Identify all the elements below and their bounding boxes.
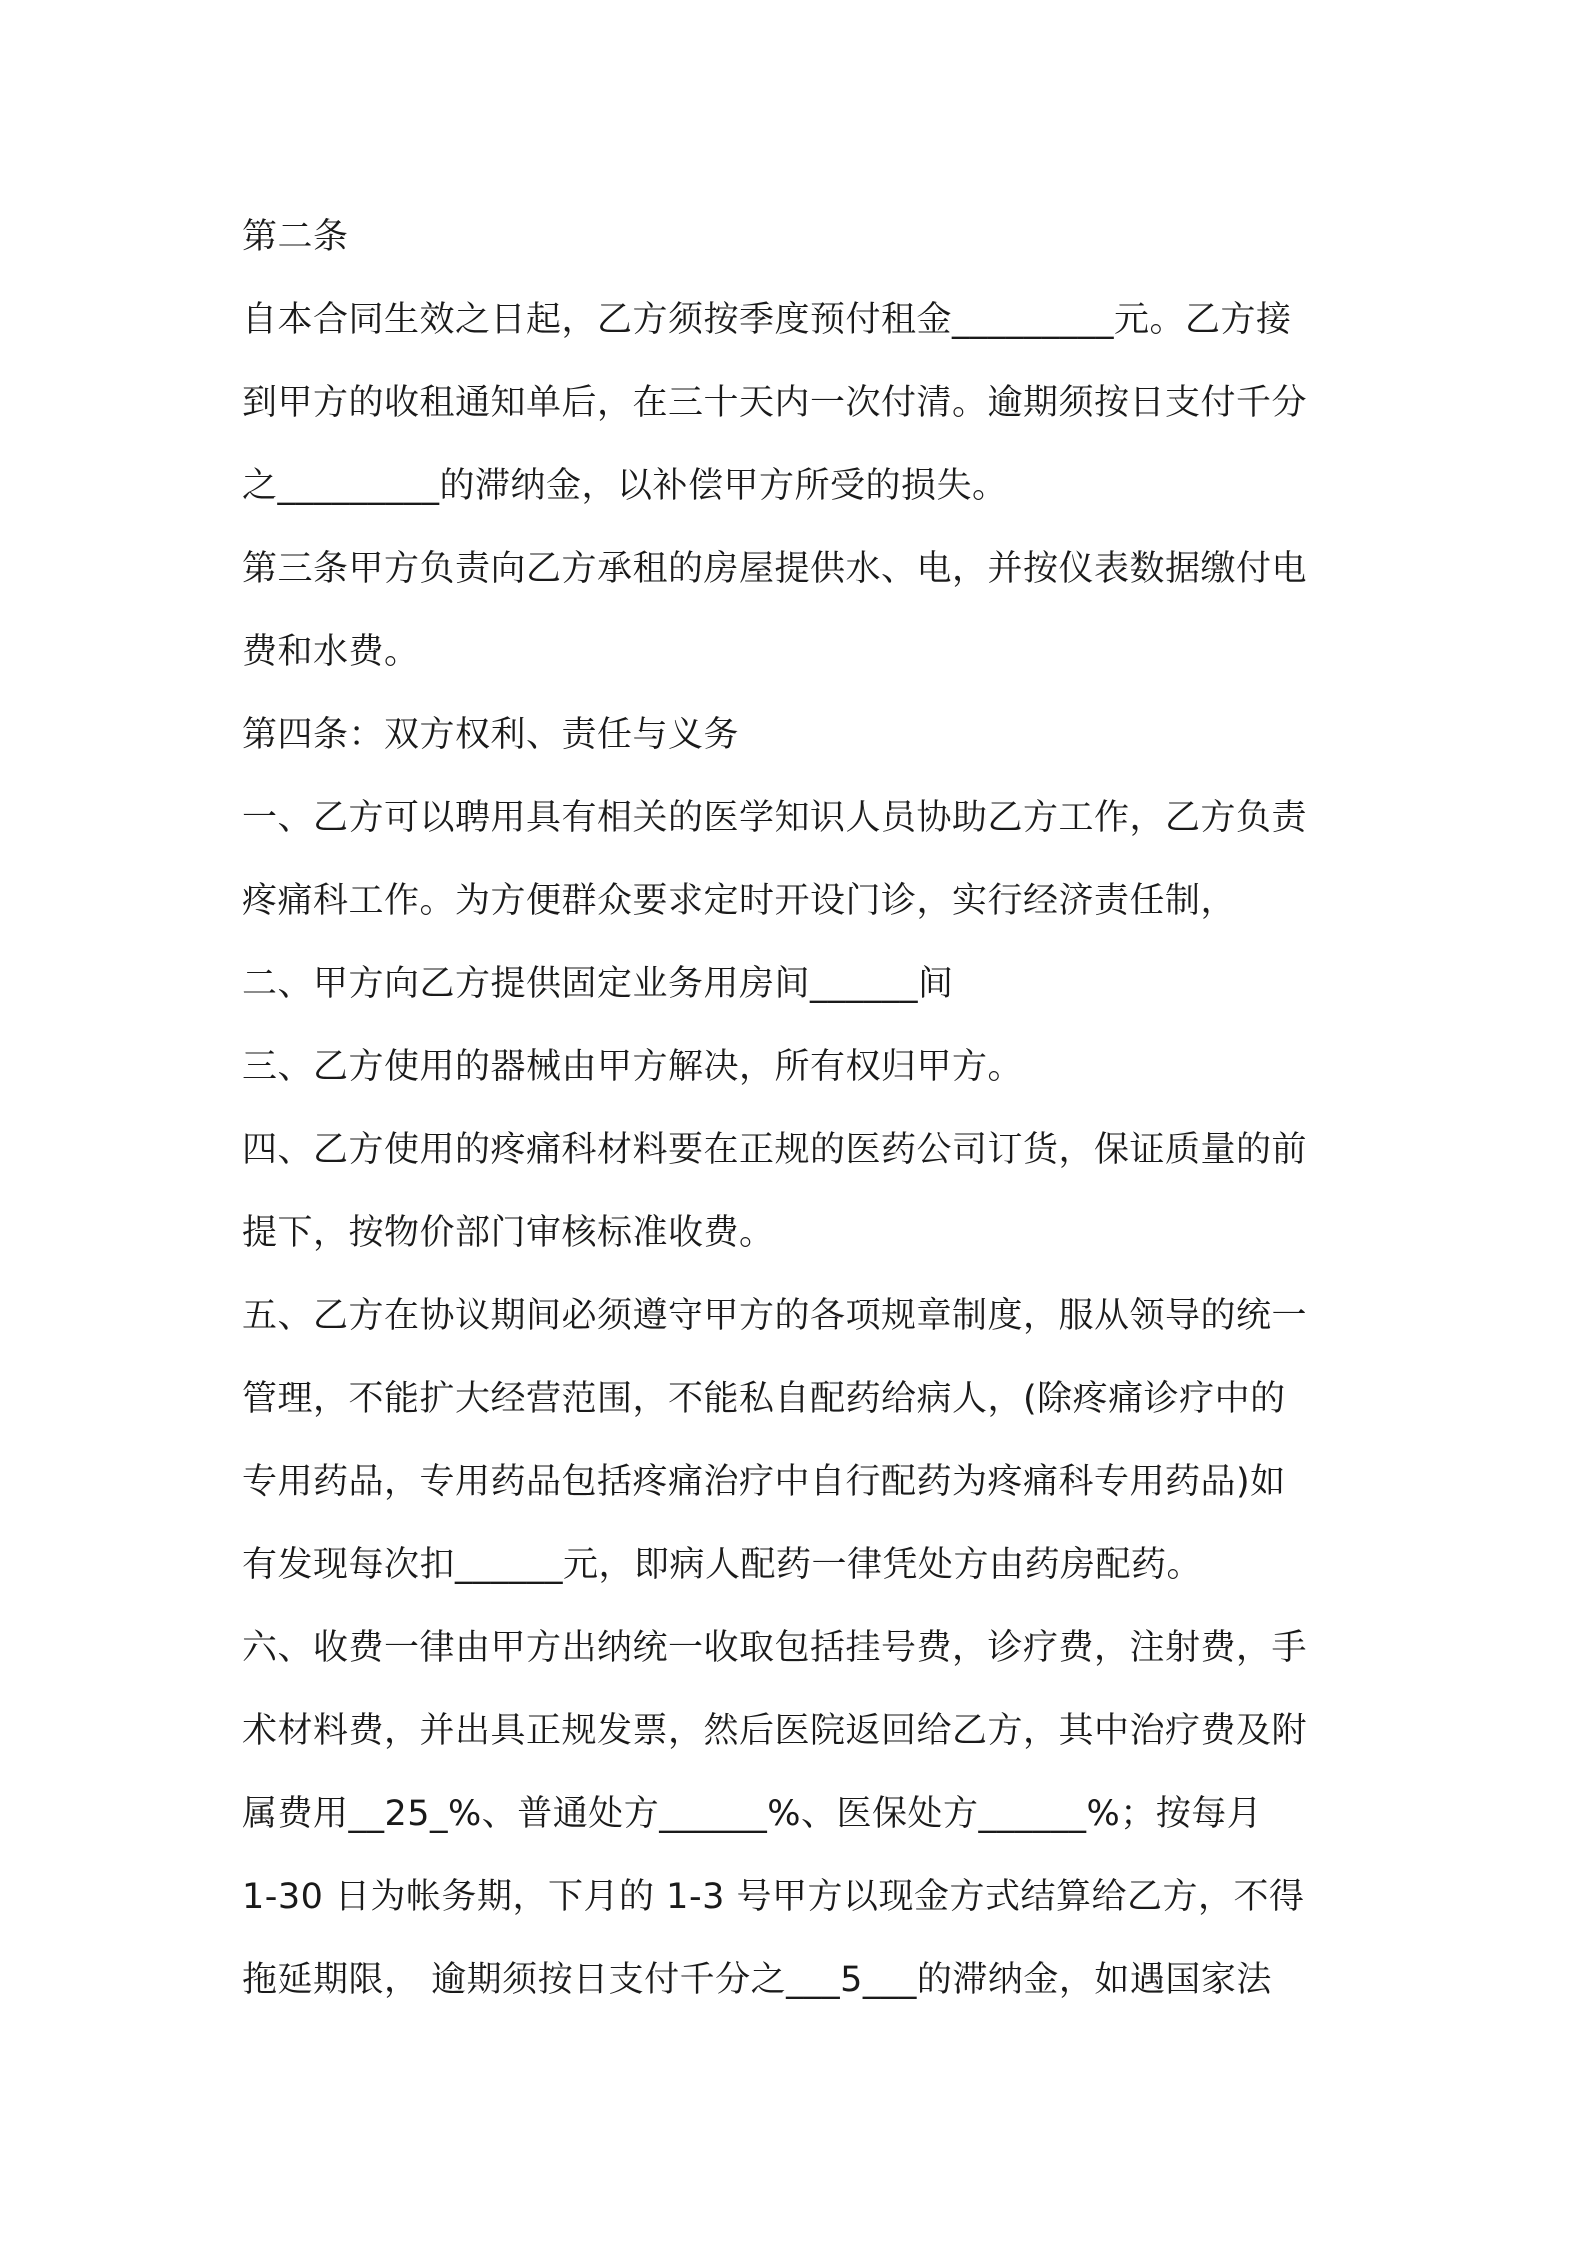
article-4-heading (242, 694, 1362, 777)
clause-5 (242, 1275, 1362, 1607)
text-line: 拖延期限， 逾期须按日支付千分之___5___的滞纳金，如遇国家法 (242, 1960, 1272, 2000)
article-3 (242, 528, 1362, 694)
text-line: 术材料费，并出具正规发票，然后医院返回给乙方，其中治疗费及附 (242, 1711, 1308, 1751)
text-line: 有发现每次扣______元，即病人配药一律凭处方由药房配药。 (242, 1545, 1203, 1585)
text-line: 管理，不能扩大经营范围，不能私自配药给病人，(除疼痛诊疗中的 (242, 1379, 1286, 1419)
text-line: 五、乙方在协议期间必须遵守甲方的各项规章制度，服从领导的统一 (242, 1296, 1308, 1336)
article-2-heading (242, 196, 1362, 279)
text-line: 一、乙方可以聘用具有相关的医学知识人员协助乙方工作，乙方负责 (242, 798, 1308, 838)
clause-4 (242, 1109, 1362, 1275)
text-line: 提下，按物价部门审核标准收费。 (242, 1213, 775, 1253)
text-line: 疼痛科工作。为方便群众要求定时开设门诊，实行经济责任制， (242, 881, 1237, 921)
text-line: 第四条：双方权利、责任与义务 (242, 715, 740, 755)
text-line: 六、收费一律由甲方出纳统一收取包括挂号费，诊疗费，注射费，手 (242, 1628, 1308, 1668)
text-line: 自本合同生效之日起，乙方须按季度预付租金_________元。乙方接 (242, 300, 1292, 340)
text-line: 到甲方的收租通知单后，在三十天内一次付清。逾期须按日支付千分 (242, 383, 1308, 423)
text-line: 四、乙方使用的疼痛科材料要在正规的医药公司订货，保证质量的前 (242, 1130, 1308, 1170)
text-line: 专用药品，专用药品包括疼痛治疗中自行配药为疼痛科专用药品)如 (242, 1462, 1286, 1502)
article-2-body (242, 279, 1362, 528)
text-line: 第三条甲方负责向乙方承租的房屋提供水、电，并按仪表数据缴付电 (242, 549, 1308, 589)
text-line: 第二条 (242, 217, 349, 257)
text-line: 1-30 日为帐务期，下月的 1-3 号甲方以现金方式结算给乙方，不得 (242, 1877, 1305, 1917)
text-line: 之_________的滞纳金，以补偿甲方所受的损失。 (242, 466, 1008, 506)
text-line: 三、乙方使用的器械由甲方解决，所有权归甲方。 (242, 1047, 1024, 1087)
text-line: 费和水费。 (242, 632, 420, 672)
clause-1 (242, 777, 1362, 943)
text-line: 二、甲方向乙方提供固定业务用房间______间 (242, 964, 954, 1004)
clause-2 (242, 943, 1362, 1026)
clause-6 (242, 1607, 1362, 2022)
document-body (242, 196, 1362, 2022)
text-line: 属费用__25_%、普通处方______%、医保处方______%；按每月 (242, 1794, 1263, 1834)
clause-3 (242, 1026, 1362, 1109)
